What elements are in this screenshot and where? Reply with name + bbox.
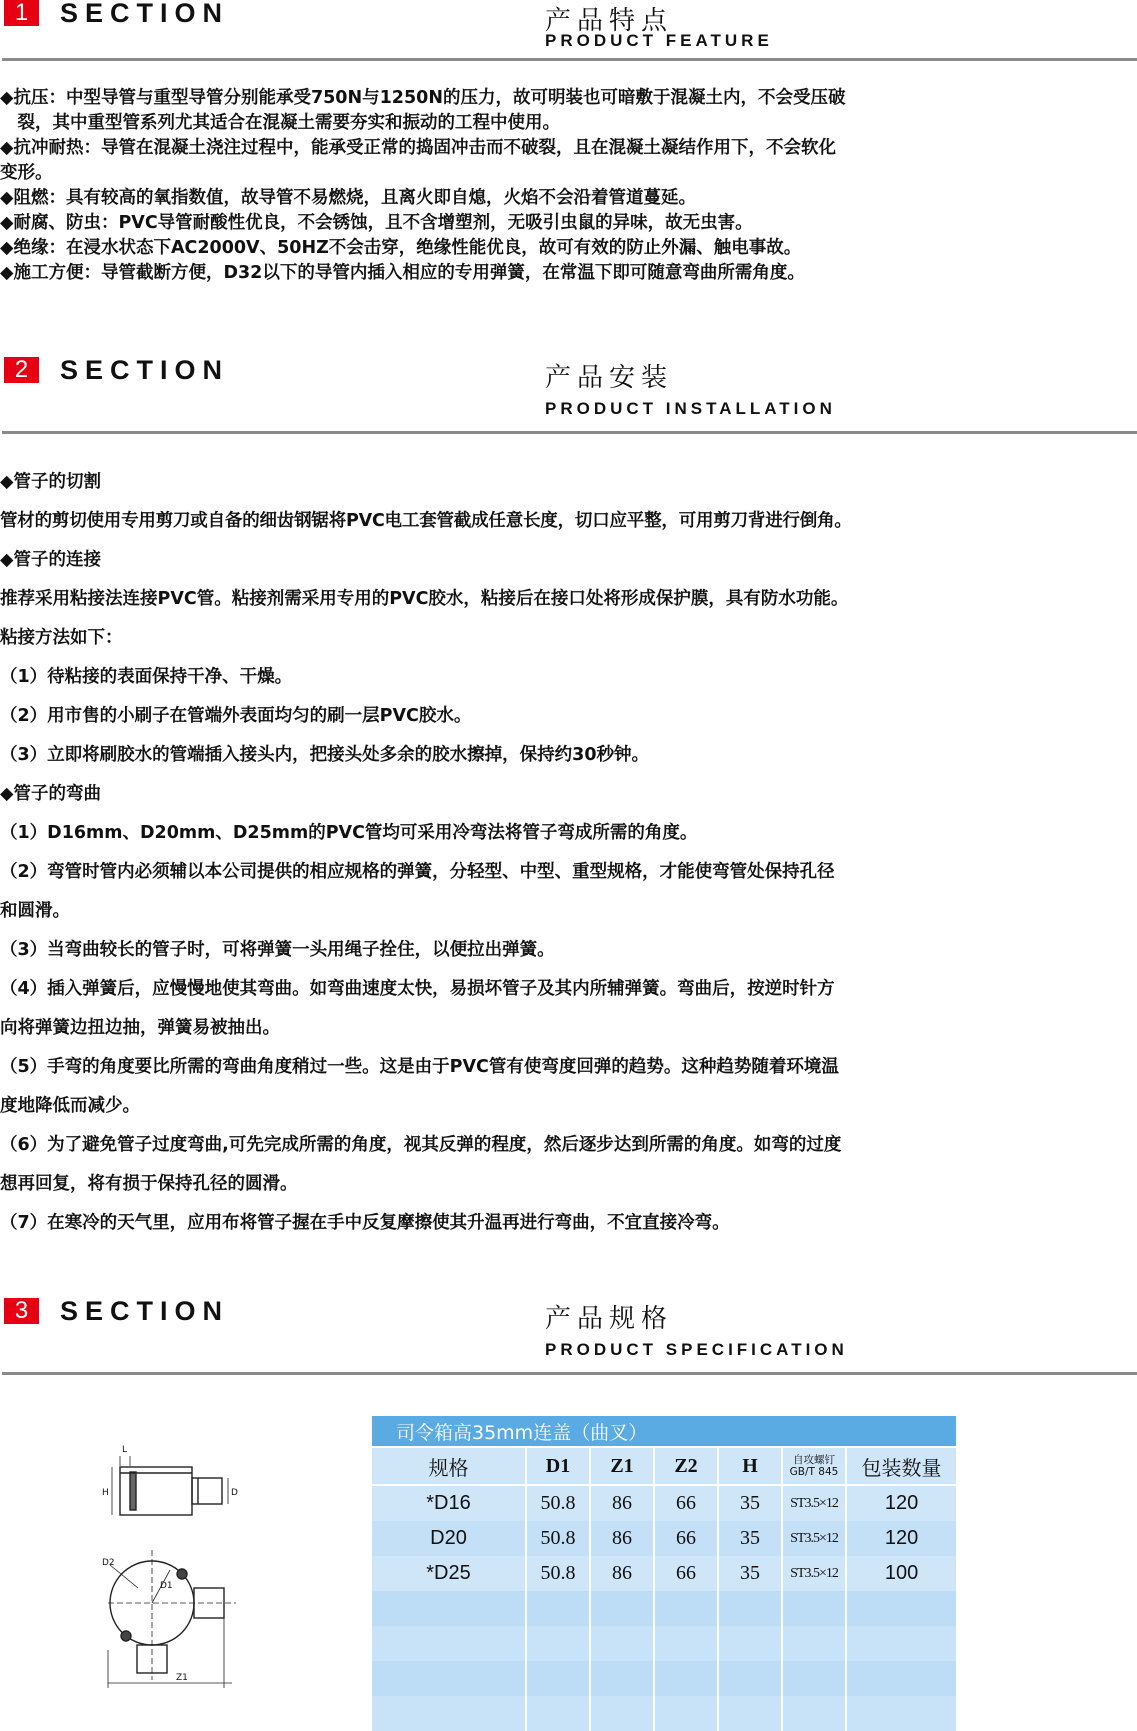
install-line: （1）D16mm、D20mm、D25mm的PVC管均可采用冷弯法将管子弯成所需的角度。 — [0, 823, 698, 843]
table-empty-row — [371, 1661, 956, 1696]
label-h: H — [102, 1488, 109, 1498]
install-line: （6）为了避免管子过度弯曲,可先完成所需的角度，视其反弹的程度，然后逐步达到所需的角度。如弯的过度 — [0, 1135, 842, 1155]
install-line: 推荐采用粘接法连接PVC管。粘接剂需采用专用的PVC胶水，粘接后在接口处将形成保护膜，具有防水功能。 — [0, 589, 849, 609]
cell-qty: 120 — [846, 1521, 956, 1556]
col-header: Z1 — [590, 1447, 654, 1485]
cell-d1: 50.8 — [526, 1521, 590, 1556]
cell-qty: 120 — [846, 1485, 956, 1521]
col-header-screw-std: GB/T 845 — [789, 1466, 839, 1478]
section-number-badge: 1 — [4, 0, 39, 26]
install-line: （2）弯管时管内必须辅以本公司提供的相应规格的弹簧，分轻型、中型、重型规格，才能使弯管处保持孔径 — [0, 862, 835, 882]
cell-model: *D25 — [371, 1556, 526, 1591]
label-d2: D2 — [102, 1558, 115, 1568]
install-line: 粘接方法如下： — [0, 628, 123, 648]
cell-qty: 100 — [846, 1556, 956, 1591]
col-header: 规格 — [371, 1447, 526, 1485]
table-row — [371, 1521, 956, 1556]
section-divider — [2, 1372, 1137, 1375]
feature-line: ◆绝缘：在浸水状态下AC2000V、50HZ不会击穿，绝缘性能优良，故可有效的防止外漏、触电事故。 — [0, 238, 802, 258]
col-header: Z2 — [654, 1447, 718, 1485]
cell-model: D20 — [371, 1521, 526, 1556]
table-row — [371, 1485, 956, 1521]
cell-z1: 86 — [590, 1521, 654, 1556]
feature-list — [0, 86, 1135, 286]
label-l: L — [122, 1445, 128, 1455]
cell-h: 35 — [718, 1521, 782, 1556]
feature-line: ◆耐腐、防虫：PVC导管耐酸性优良，不会锈蚀，且不含增塑剂，无吸引虫鼠的异味，故无虫害。 — [0, 213, 753, 233]
col-header-screw — [782, 1447, 846, 1485]
table-title: 司令箱高35mm连盖（曲叉） — [371, 1416, 956, 1447]
install-line: 管材的剪切使用专用剪刀或自备的细齿钢锯将PVC电工套管截成任意长度，切口应平整，可用剪刀背进行倒角。 — [0, 511, 852, 531]
feature-line: ◆施工方便：导管截断方便，D32以下的导管内插入相应的专用弹簧，在常温下即可随意弯曲所需角度。 — [0, 263, 805, 283]
cell-h: 35 — [718, 1485, 782, 1521]
section-title-en: PRODUCT SPECIFICATION — [545, 1340, 848, 1359]
table-empty-row — [371, 1591, 956, 1626]
cell-d1: 50.8 — [526, 1485, 590, 1521]
feature-line: ◆阻燃：具有较高的氧指数值，故导管不易燃烧，且离火即自熄，火焰不会沿着管道蔓延。 — [0, 188, 696, 208]
section-3-header — [0, 1298, 1137, 1368]
cell-screw: ST3.5×12 — [782, 1521, 846, 1556]
install-line: （3）立即将刷胶水的管端插入接头内，把接头处多余的胶水擦掉，保持约30秒钟。 — [0, 745, 650, 765]
cell-screw: ST3.5×12 — [782, 1485, 846, 1521]
install-line: 度地降低而减少。 — [0, 1096, 140, 1116]
cell-z1: 86 — [590, 1485, 654, 1521]
install-line: （7）在寒冷的天气里，应用布将管子握在手中反复摩擦使其升温再进行弯曲，不宜直接冷弯。 — [0, 1213, 730, 1233]
feature-line: ◆抗压：中型导管与重型导管分别能承受750N与1250N的压力，故可明装也可暗敷于混凝土内，不会受压破 — [0, 88, 846, 108]
col-header-screw-cn: 自攻螺钉 — [793, 1454, 835, 1466]
section-number-badge: 3 — [4, 1298, 39, 1324]
table-row — [371, 1556, 956, 1591]
table-header-row — [371, 1447, 956, 1485]
cell-model: *D16 — [371, 1485, 526, 1521]
install-line: 想再回复，将有损于保持孔径的圆滑。 — [0, 1174, 298, 1194]
section-title-cn: 产品特点 — [545, 6, 674, 36]
feature-line: ◆抗冲耐热：导管在混凝土浇注过程中，能承受正常的捣固冲击而不破裂，且在混凝土凝结作用下，不会软化 — [0, 138, 836, 158]
label-z1: Z1 — [176, 1673, 188, 1683]
install-line: （4）插入弹簧后，应慢慢地使其弯曲。如弯曲速度太快，易损坏管子及其内所辅弹簧。弯曲后，按逆时针方 — [0, 979, 835, 999]
table-empty-row — [371, 1626, 956, 1661]
section-number-badge: 2 — [4, 357, 39, 383]
installation-text — [0, 463, 1135, 1243]
section-title-cn: 产品安装 — [545, 363, 674, 393]
install-line: ◆管子的连接 — [0, 550, 101, 570]
cell-z2: 66 — [654, 1556, 718, 1591]
table-empty-row — [371, 1696, 956, 1731]
section-divider — [2, 58, 1137, 61]
cell-z2: 66 — [654, 1485, 718, 1521]
col-header: 包装数量 — [846, 1447, 956, 1485]
section-2-header — [0, 357, 1137, 427]
cell-z2: 66 — [654, 1521, 718, 1556]
col-header: D1 — [526, 1447, 590, 1485]
install-line: （2）用市售的小刷子在管端外表面均匀的刷一层PVC胶水。 — [0, 706, 472, 726]
cell-z1: 86 — [590, 1556, 654, 1591]
install-line: 和圆滑。 — [0, 901, 70, 921]
cell-d1: 50.8 — [526, 1556, 590, 1591]
section-word: SECTION — [60, 1296, 230, 1326]
section-word: SECTION — [60, 0, 230, 28]
label-d: D — [231, 1488, 238, 1498]
spec-table — [370, 1416, 956, 1731]
feature-line: 变形。 — [0, 163, 53, 183]
install-line: ◆管子的弯曲 — [0, 784, 101, 804]
cell-h: 35 — [718, 1556, 782, 1591]
install-line: （1）待粘接的表面保持干净、干燥。 — [0, 667, 293, 687]
cell-screw: ST3.5×12 — [782, 1556, 846, 1591]
label-d1: D1 — [160, 1581, 173, 1591]
col-header: H — [718, 1447, 782, 1485]
feature-line: 裂，其中重型管系列尤其适合在混凝土需要夯实和振动的工程中使用。 — [0, 113, 560, 133]
section-title-en: PRODUCT FEATURE — [545, 31, 773, 50]
install-line: （5）手弯的角度要比所需的弯曲角度稍过一些。这是由于PVC管有使弯度回弹的趋势。这种趋势随着环境温 — [0, 1057, 839, 1077]
install-line: （3）当弯曲较长的管子时，可将弹簧一头用绳子拴住，以便拉出弹簧。 — [0, 940, 555, 960]
section-title-en: PRODUCT INSTALLATION — [545, 399, 836, 418]
install-line: ◆管子的切割 — [0, 472, 101, 492]
section-divider — [2, 431, 1137, 434]
junction-box-drawing — [90, 1440, 260, 1690]
install-line: 向将弹簧边扭边抽，弹簧易被抽出。 — [0, 1018, 280, 1038]
section-title-cn: 产品规格 — [545, 1304, 674, 1334]
section-word: SECTION — [60, 355, 230, 385]
